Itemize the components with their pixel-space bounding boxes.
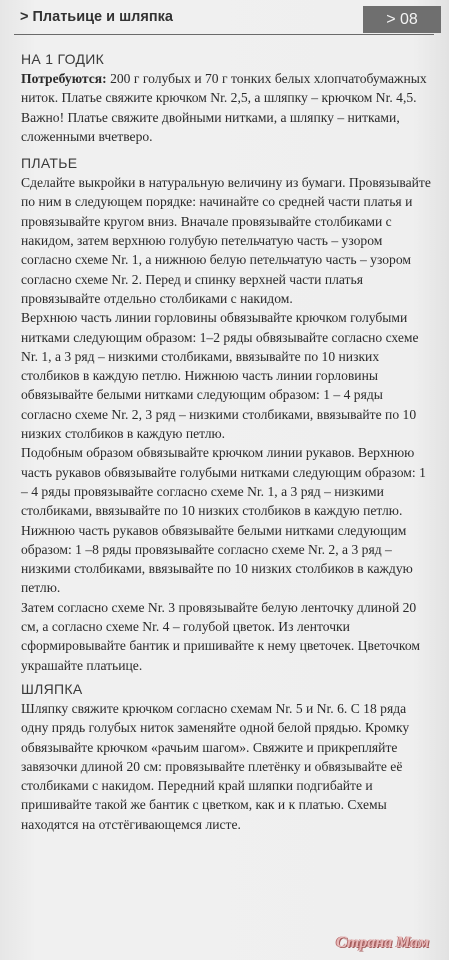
header-title: > Платьице и шляпка (20, 9, 173, 25)
hat-heading: ШЛЯПКА (21, 680, 83, 697)
dress-paragraph-2: Верхнюю часть линии горловины обвязывайте крючком голубыми нитками следующим образом: 1–2 ряды обвязывайте согласно схеме Nr. 1, а 3 ряд – низкими столбиками, ввязывайте по 10 низких столбиков в каждую петлю. Нижнюю часть линии горловины обвязывайте белыми нитками следующим образом: 1 – 4 ряды согласно схеме Nr. 2, 3 ряд – низкими столбиками, ввязывайте по 10 низких столбиков в каждую петлю. (21, 310, 419, 442)
age-heading: НА 1 ГОДИК (21, 51, 105, 67)
page-number-badge: > 08 (363, 6, 441, 33)
page-header (14, 6, 434, 35)
important-note: Важно! Платье свяжите двойными нитками, а шляпку – нитками, сложенными вчетверо. (21, 109, 400, 144)
materials-paragraph (21, 69, 431, 108)
materials-text: 200 г голубых и 70 г тонких белых хлопчатобумажных ниток. Платье свяжите крючком Nr. 2,5, а шляпку – крючком Nr. 4,5. (21, 71, 427, 106)
dress-paragraph-4: Затем согласно схеме Nr. 3 провязывайте белую ленточку длиной 20 см, а согласно схеме Nr. 4 – голубой цветок. Из ленточки сформировывайте бантик и пришивайте к нему цветочек. Цветочком украшайте платьице. (21, 599, 420, 673)
materials-label: Потребуются: (21, 71, 107, 86)
site-watermark: Страна Мам (336, 934, 430, 951)
dress-heading: ПЛАТЬЕ (21, 155, 78, 172)
dress-paragraph-1: Сделайте выкройки в натуральную величину из бумаги. Провязывайте по ним в следующем порядке: начинайте со средней части платья и провязывайте кругом вниз. Вначале провязывайте столбиками с накидом, затем верхнюю голубую петельчатую часть – узором согласно схеме Nr. 1, а нижнюю белую петельчатую часть – узором согласно схеме Nr. 2. Перед и спинку верхней части платья провязывайте отдельно столбиками с накидом. (21, 175, 431, 306)
dress-paragraph-3: Подобным образом обвязывайте крючком линии рукавов. Верхнюю часть рукавов обвязывайте голубыми нитками следующим образом: 1 – 4 ряды провязывайте согласно схеме Nr. 1, а 3 ряд – низкими столбиками, ввязывайте по 10 низких столбиков в каждую петлю. Нижнюю часть рукавов обвязывайте белыми нитками следующим образом: 1 –8 ряды провязывайте согласно схеме Nr. 2, а 3 ряд – низкими столбиками, ввязывайте по 10 низких столбиков в каждую петлю. (21, 445, 426, 596)
article-body (21, 50, 431, 834)
hat-paragraph: Шляпку свяжите крючком согласно схемам Nr. 5 и Nr. 6. С 18 ряда одну прядь голубых ниток заменяйте одной белой прядью. Кромку обвязывайте крючком «рачьим шагом». Свяжите и прикрепляйте завязочки длиной 20 см: провязывайте плетёнку и обвязывайте её столбиками с накидом. Передний край шляпки подгибайте и пришивайте такой же бантик с цветком, как и к платью. Схемы находятся на отстёгивающемся листе. (21, 700, 410, 832)
